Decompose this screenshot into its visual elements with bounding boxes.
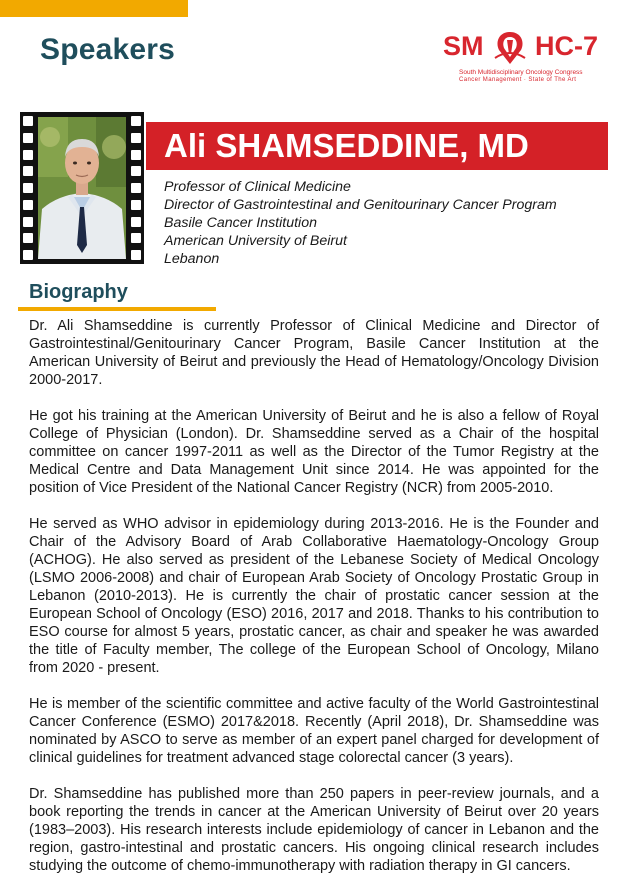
logo-subtagline: Cancer Management · State of The Art [459,77,577,83]
speaker-title-line: Basile Cancer Institution [164,215,317,231]
biography-paragraph: He got his training at the American University of Beirut and he is also a fellow of Royal College of Physician (London). Dr. Shamseddine served as a Chair of the hospital committee on cancer 1997-2011 as well as the Director of the Tumor Registry at the Medical Centre and Data Management Unit since 2014. He was appointed for the position of Vice President of the National Cancer Registry (NCR) from 2005-2010. [29,408,599,496]
biography-paragraph: He served as WHO advisor in epidemiology during 2013-2016. He is the Founder and Chair of the Advisory Board of Arab Collaborative Haematology-Oncology Group (ACHOG). He also served as president of the Lebanese Society of Medical Oncology (LSMO 2006-2008) and chair of European Arab Society of Oncology Prostatic Group in Lebanon (2010-2013). He is currently the chair of prostatic cancer session at the European School of Oncology (ESO) 2016, 2017 and 2018. Thanks to his contribution to ESO course for almost 5 years, prostatic cancer, as chair and speaker he was awarded the title of Faculty member, The college of the European School of Oncology, Milano from 2020 - present. [29,516,599,676]
biography-body [29,317,599,888]
speaker-name: Ali SHAMSEDDINE, MD [164,127,529,164]
speaker-photo [38,117,126,259]
logo-text-right: HC-7 [535,31,599,61]
logo-wordmark [443,28,599,64]
speaker-titles [164,178,557,268]
biography-underline [18,307,216,311]
logo-tagline: South Multidisciplinary Oncology Congress [459,69,583,76]
film-strip-frame [20,112,144,264]
speaker-title-line: American University of Beirut [164,233,347,249]
ribbon-logo-icon [489,28,531,66]
biography-paragraph: He is member of the scientific committee and active faculty of the World Gastrointestinal Cancer Conference (ESMO) 2017&2018. Recently (April 2018), Dr. Shamseddine was nominated by ASCO to serve as member of an expert panel charged for development of clinical guidelines for treatment advanced stage colorectal cancer (3 years). [29,696,599,766]
biography-heading: Biography [29,281,128,303]
page-title: Speakers [40,33,176,66]
film-holes-left [23,116,33,260]
congress-logo [443,28,599,86]
biography-paragraph: Dr. Shamseddine has published more than 250 papers in peer-review journals, and a book reporting the trends in cancer at the American University of Beirut over 20 years (1983–2003). His research interests include epidemiology of cancer in Lebanon and the region, gastro-intestinal and prostatic cancers. His ongoing clinical research includes studying the outcome of chemo-immunotherapy with radiation therapy in GI cancers. [29,786,599,874]
speaker-title-line: Lebanon [164,251,220,267]
logo-text-left: SM [443,31,484,61]
top-accent-bar [0,0,188,17]
speaker-title-line: Director of Gastrointestinal and Genitourinary Cancer Program [164,197,557,213]
biography-paragraph: Dr. Ali Shamseddine is currently Professor of Clinical Medicine and Director of Gastrointestinal/Genitourinary Cancer Program, Basile Cancer Institution at the American University of Beirut and previously the Head of Hematology/Oncology Division 2000-2017. [29,318,599,388]
film-holes-right [131,116,141,260]
speaker-title-line: Professor of Clinical Medicine [164,179,351,195]
